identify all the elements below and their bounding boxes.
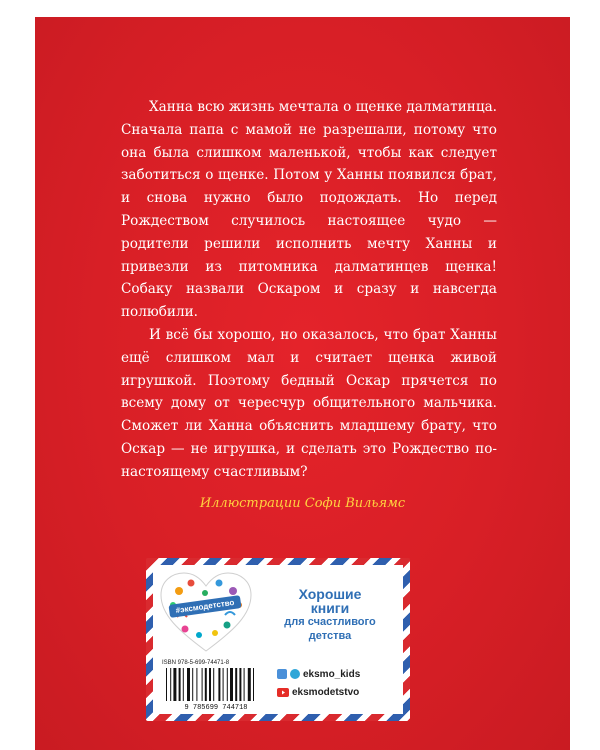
vk-icon: [277, 669, 287, 679]
barcode-bar: [209, 668, 211, 701]
barcode-bar: [227, 668, 228, 701]
barcode-bar: [230, 668, 233, 701]
barcode-bar: [170, 668, 171, 701]
barcode-bar: [223, 668, 224, 701]
telegram-icon: [290, 669, 300, 679]
social-handle-1: eksmo_kids: [303, 668, 361, 680]
barcode-bar: [218, 668, 220, 701]
badge-card: [153, 565, 403, 714]
publisher-badge: [146, 558, 410, 721]
isbn-label: ISBN 978-5-699-74471-8: [162, 660, 230, 666]
barcode-bar: [173, 668, 176, 701]
barcode-bar: [187, 668, 190, 701]
illustrator-credit: Иллюстрации Софи Вильямс: [199, 496, 406, 511]
barcode-bar: [248, 668, 251, 701]
social-row-2[interactable]: [277, 683, 397, 701]
barcode-bar: [196, 668, 197, 701]
barcode-bar: [244, 668, 245, 701]
slogan-line-1: Хорошие: [298, 586, 362, 602]
barcode-bar: [183, 668, 184, 701]
social-handle-2: eksmodetstvo: [292, 686, 360, 698]
slogan-line-3: для счастливого: [284, 616, 376, 628]
barcode-bar: [166, 668, 167, 701]
barcode-bar: [239, 668, 241, 701]
barcode-bar: [192, 668, 193, 701]
youtube-icon: [277, 686, 289, 699]
hashtag-label: #эксмодетство: [168, 595, 241, 618]
back-cover: [35, 17, 570, 750]
social-row-1[interactable]: [277, 665, 397, 683]
synopsis: [121, 96, 497, 484]
slogan-line-4: детства: [308, 630, 352, 642]
barcode-bar: [253, 668, 254, 701]
social-links: [277, 665, 397, 701]
barcode-number: 9 785699 744718: [184, 704, 248, 710]
slogan: [265, 587, 395, 643]
slogan-line-2: книги: [310, 600, 350, 616]
barcode-bar: [235, 668, 237, 701]
barcode-bar: [213, 668, 214, 701]
barcode-bar: [179, 668, 181, 701]
barcode-bar: [202, 668, 203, 701]
synopsis-paragraph-1: Ханна всю жизнь мечтала о щенке далматинца. Сначала папа с мамой не разрешали, потому что она была слишком маленькой, чтобы как следует заботиться о щенке. Потом у Ханны появился брат, и снова нужно было подождать. Но перед Рождеством случилось настоящее чудо — родители решили исполнить мечту Ханны и привезли из питомника далматинцев щенка! Собаку назвали Оскаром и сразу и навсегда полюбили.: [121, 99, 497, 321]
synopsis-paragraph-2: И всё бы хорошо, но оказалось, что брат Ханны ещё слишком мал и считает щенка живой игрушкой. Поэтому бедный Оскар прячется по всему дому от чересчур общительного мальчика. Сможет ли Ханна объяснить младшему брату, что Оскар — не игрушка, и сделать это Рождество по-настоящему счастливым?: [121, 326, 497, 480]
barcode-icon: [162, 668, 270, 710]
barcode-bar: [205, 668, 207, 701]
